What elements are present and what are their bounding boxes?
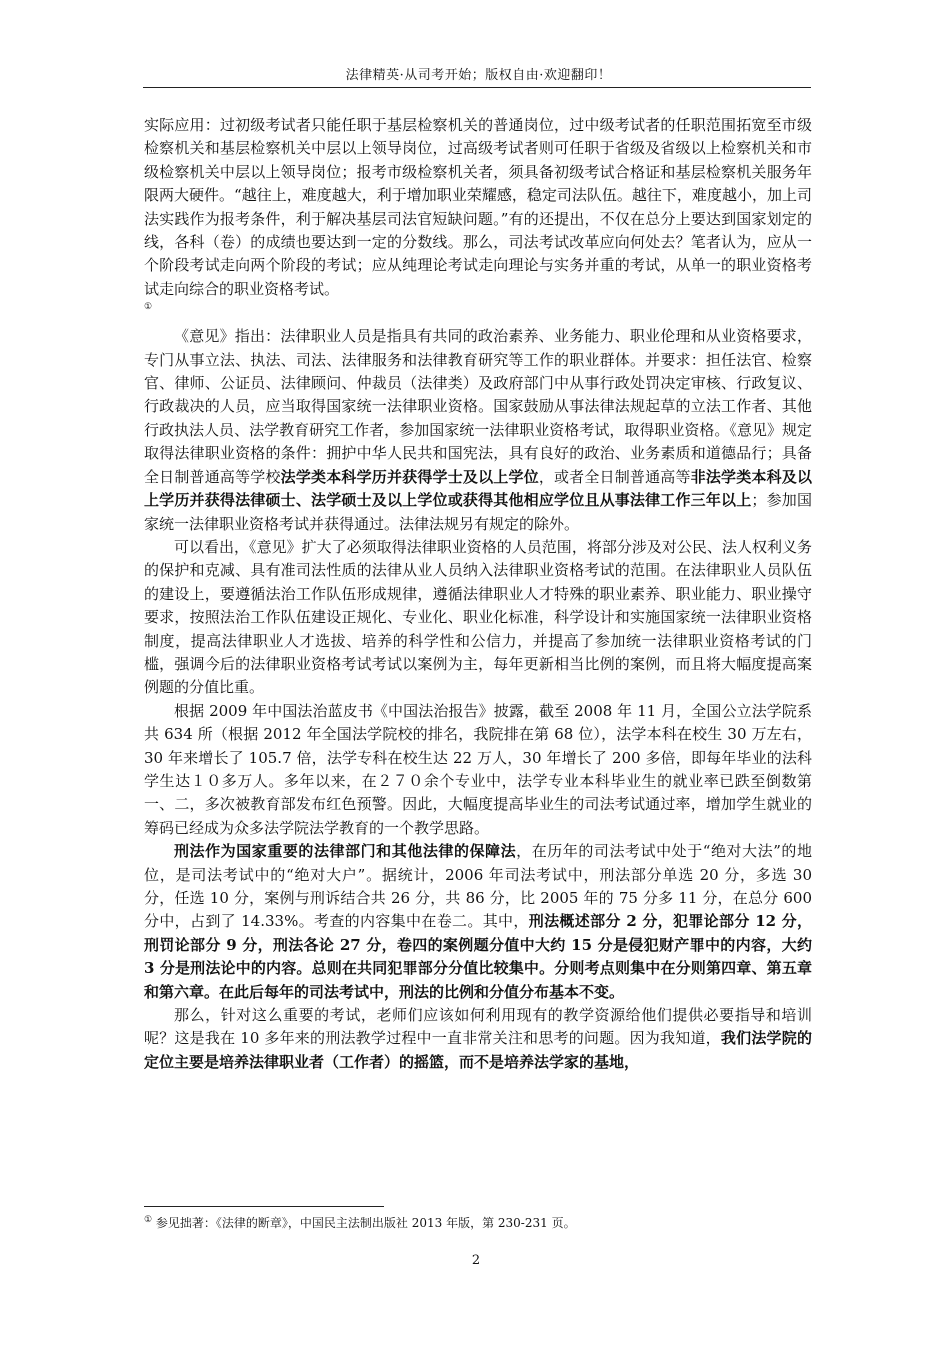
page-header: 法律精英·从司考开始；版权自由·欢迎翻印！ — [345, 68, 612, 83]
paragraph-2-bold-1: 法学类本科学历并获得学士及以上学位 — [280, 467, 539, 486]
footnote-text: 参见拙著：《法律的断章》，中国民主法制出版社 2013 年版，第 230-231 页。 — [155, 1216, 576, 1230]
paragraph-6-segment-1: 那么，针对这么重要的考试，老师们应该如何利用现有的教学资源给他们提供必要指导和培训呢？这是我在 10 多年来的刑法教学过程中一直非常关注和思考的问题。因为我知道， — [144, 1006, 812, 1048]
paragraph-5-bold-2: 刑法概述部分 2 分，犯罪论部分 12 分，刑罚论部分 9 分，刑法各论 27 分，卷四的案例题分值中大约 15 分是侵犯财产罪中的内容，大约 3 分是刑法论中的内容。总则在共同犯罪部分分值比较集中。分则考点则集中在分则第四章、第五章和第六章。在此后每年的司法考试中，刑法的比例和分值分布基本不变。 — [144, 912, 813, 1001]
body-text — [144, 114, 812, 1074]
paragraph-3 — [144, 536, 812, 700]
paragraph-2-segment-5: ；参加国家统一法律职业资格考试并获得通过。法律法规另有规定的除外。 — [144, 491, 812, 533]
footnote-divider — [144, 1206, 384, 1207]
paragraph-2-segment-1: 《意见》指出：法律职业人员是指具有共同的政治素养、业务能力、职业伦理和从业资格要求，专门从事立法、执法、司法、法律服务和法律教育研究等工作的职业群体。并要求：担任法官、检察官、律师、公证员、法律顾问、仲裁员（法律类）及政府部门中从事行政处罚决定审核、行政复议、行政裁决的人员，应当取得国家统一法律职业资格。国家鼓励从事法律法规起草的立法工作者、其他行政执法人员、法学教育研究工作者，参加国家统一法律职业资格考试，取得职业资格。《意见》规定取得法律职业资格的条件：拥护中华人民共和国宪法，具有良好的政治、业务素质和道德品行；具备全日制普通高等学校 — [144, 327, 812, 486]
footnote-mark: ① — [144, 1215, 153, 1225]
paragraph-3-text: 可以看出，《意见》扩大了必须取得法律职业资格的人员范围，将部分涉及对公民、法人权利义务的保护和克减、具有准司法性质的法律从业人员纳入法律职业资格考试的范围。在法律职业人员队伍的建设上，要遵循法治工作队伍形成规律，遵循法律职业人才特殊的职业素养、职业能力、职业操守要求，按照法治工作队伍建设正规化、专业化、职业化标准，科学设计和实施国家统一法律职业资格制度，提高法律职业人才选拔、培养的科学性和公信力，并提高了参加统一法律职业资格考试的门槛，强调今后的法律职业资格考试考试以案例为主，每年更新相当比例的案例，而且将大幅度提高案例题的分值比重。 — [144, 537, 812, 697]
paragraph-6-bold-1: 我们法学院的定位主要是培养法律职业者（工作者）的摇篮，而不是培养法学家的基地， — [144, 1029, 812, 1071]
header-divider — [143, 87, 811, 88]
paragraph-2 — [144, 325, 812, 536]
paragraph-2-segment-3: ，或者全日制普通高等 — [538, 467, 691, 486]
paragraph-5-bold-1: 刑法作为国家重要的法律部门和其他法律的保障法 — [174, 842, 517, 861]
paragraph-2-bold-2: 非法学类本科及以上学历并获得法律硕士、法学硕士及以上学位或获得其他相应学位且从事法律工作三年以上 — [144, 467, 812, 510]
paragraph-5 — [144, 840, 812, 1004]
paragraph-1 — [144, 114, 812, 313]
paragraph-5-segment-2: ，在历年的司法考试中处于“绝对大法”的地位，是司法考试中的“绝对大户”。据统计，2006 年司法考试中，刑法部分单选 20 分，多选 30 分，任选 10 分，案例与刑诉结合共 26 分，共 86 分，比 2005 年的 75 分多 11 分，在总分 600 分中，占到了 14.33%。考查的内容集中在卷二。其中， — [144, 842, 812, 931]
paragraph-6 — [144, 1004, 812, 1074]
paragraph-1-text: 实际应用：过初级考试者只能任职于基层检察机关的普通岗位，过中级考试者的任职范围拓宽至市级检察机关和基层检察机关中层以上领导岗位，过高级考试者则可任职于省级及省级以上检察机关和市级检察机关中层以上领导岗位；报考市级检察机关者，须具备初级考试合格证和基层检察机关服务年限两大硬件。“越往上，难度越大，利于增加职业荣耀感，稳定司法队伍。越往下，难度越小，加上司法实践作为报考条件，利于解决基层司法官短缺问题。”有的还提出，不仅在总分上要达到国家划定的线，各科（卷）的成绩也要达到一定的分数线。那么，司法考试改革应向何处去？笔者认为，应从一个阶段考试走向两个阶段的考试；应从纯理论考试走向理论与实务并重的考试，从单一的职业资格考试走向综合的职业资格考试。 — [144, 116, 812, 298]
paragraph-4-text: 根据 2009 年中国法治蓝皮书《中国法治报告》披露，截至 2008 年 11 月，全国公立法学院系共 634 所（根据 2012 年全国法学院校的排名，我院排在第 68 位），法学本科在校生 30 万左右，30 年来增长了 105.7 倍，法学专科在校生达 22 万人，30 年增长了 200 多倍，即每年毕业的法科学生达１０多万人。多年以来，在２７０余个专业中，法学专业本科毕业生的就业率已跌至倒数第一、二，多次被教育部发布红色预警。因此，大幅度提高毕业生的司法考试通过率，增加学生就业的筹码已经成为众多法学院法学教育的一个教学思路。 — [144, 701, 812, 837]
paragraph-4 — [144, 700, 812, 840]
footnote — [144, 1214, 812, 1231]
footnote-reference: ① — [144, 302, 153, 313]
page-number: 2 — [471, 1253, 481, 1268]
